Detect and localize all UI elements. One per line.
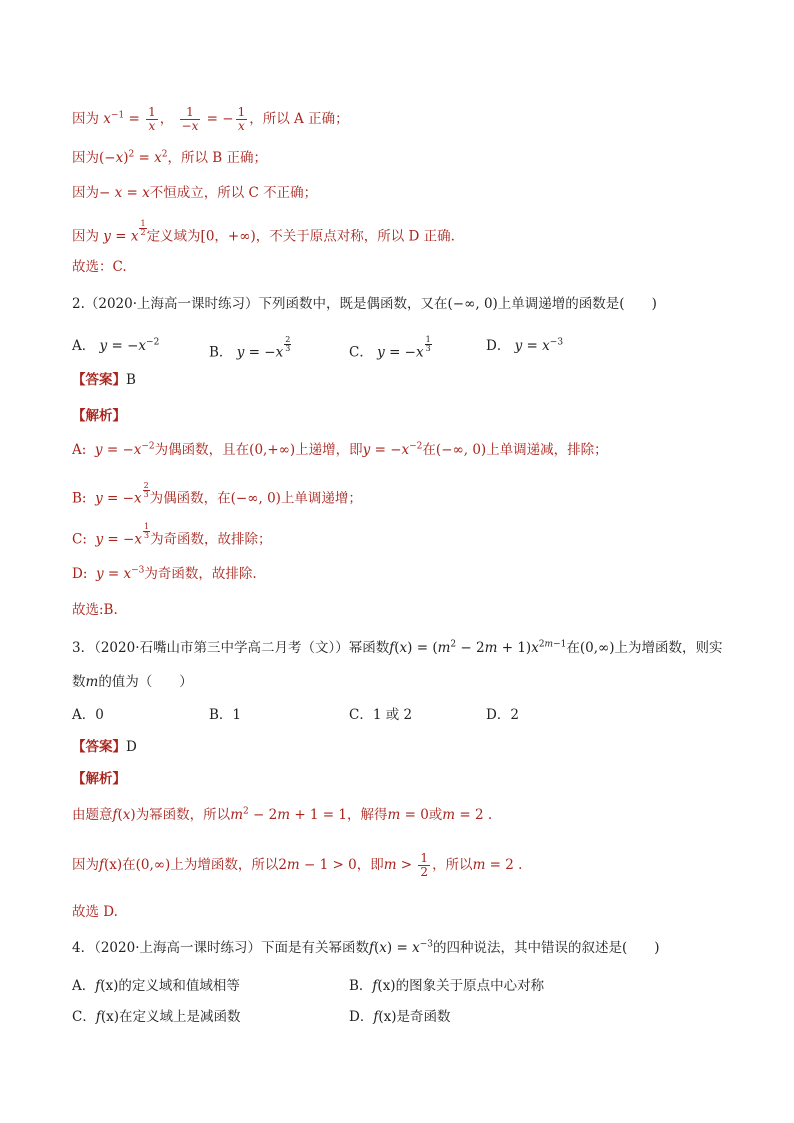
- analysis-d: D: $y = x^{-3}$为奇函数，故排除.: [72, 565, 257, 582]
- analysis-c: C: y = −x $\frac{1}{3}$ 为奇函数，故排除；: [72, 522, 272, 548]
- analysis-3-line1: 由题意f(x)为幂函数，所以$m^2 - 2m + 1 = 1$，解得m = 0或m = 2 .: [72, 806, 493, 823]
- question-2-choice: 故选:B.: [72, 602, 118, 618]
- question-3-analysis-tag: 【解析】: [72, 771, 126, 787]
- option-b: B．1: [209, 707, 242, 723]
- question-3-stem: 3．（2020·石嘴山市第三中学高二月考（文））幂函数$f(x) = (m^2 - 2m + 1)x^{2m-1}$在(0,∞)上为增函数，则实: [72, 639, 723, 656]
- question-2-analysis-tag: 【解析】: [72, 408, 126, 424]
- analysis-a: A: $y = -x^{-2}$为偶函数，且在(0,+∞)上递增，即$y = -x^{-2}$在(−∞, 0)上单调递减，排除；: [72, 441, 608, 458]
- question-2-stem: 2.（2020·上海高一课时练习）下列函数中，既是偶函数，又在(−∞, 0)上单调递增的函数是( ): [72, 296, 657, 312]
- question-2-answer: 【答案】B: [72, 372, 136, 388]
- option-d: D．f(x)是奇函数: [349, 1009, 451, 1025]
- option-d: D．2: [486, 707, 519, 723]
- option-a: A．0: [72, 707, 104, 723]
- solution-line-c: 因为− x = x不恒成立，所以 C 不正确；: [72, 185, 318, 201]
- option-a: A．f(x)的定义域和值域相等: [72, 978, 240, 994]
- analysis-b: B: y = −x $\frac{2}{3}$ 为偶函数，在(−∞, 0)上单调递增；: [72, 481, 362, 507]
- solution-line-d: 因为 y = x $\frac{1}{2}$ 定义域为[0，+∞)，不关于原点对称，所以 D 正确.: [72, 219, 455, 245]
- option-c: C．f(x)在定义域上是减函数: [72, 1009, 241, 1025]
- question-3-stem-line2: 数m的值为（ ）: [72, 674, 193, 690]
- solution-line-b: 因为$(-x)^2 = x^2$，所以 B 正确；: [72, 149, 268, 166]
- option-c: C． y = −x $\frac{1}{3}$: [349, 335, 431, 361]
- question-3-answer: 【答案】D: [72, 739, 137, 755]
- solution-line-a: 因为 $x^{-1}$ = $\frac{1}{x}$ ， $\frac{1}{-x}$ = − $\frac{1}{x}$ ，所以 A 正确；: [72, 105, 349, 133]
- option-a: A． $y = -x^{-2}$: [72, 337, 160, 354]
- analysis-3-line2: 因为f(x)在(0,∞)上为增函数，所以2m − 1 > 0，即m > $\frac{1}{2}$ ，所以m = 2 .: [72, 851, 523, 879]
- question-4-stem: 4．（2020·上海高一课时练习）下面是有关幂函数$f(x) = x^{-3}$的四种说法，其中错误的叙述是( ): [72, 939, 660, 956]
- question-3-choice: 故选 D.: [72, 904, 118, 920]
- option-b: B． y = −x $\frac{2}{3}$: [209, 335, 291, 361]
- option-b: B．f(x)的图象关于原点中心对称: [349, 978, 545, 994]
- solution-choice: 故选：C.: [72, 259, 127, 275]
- option-d: D． $y = x^{-3}$: [486, 337, 564, 354]
- option-c: C．1 或 2: [349, 707, 413, 723]
